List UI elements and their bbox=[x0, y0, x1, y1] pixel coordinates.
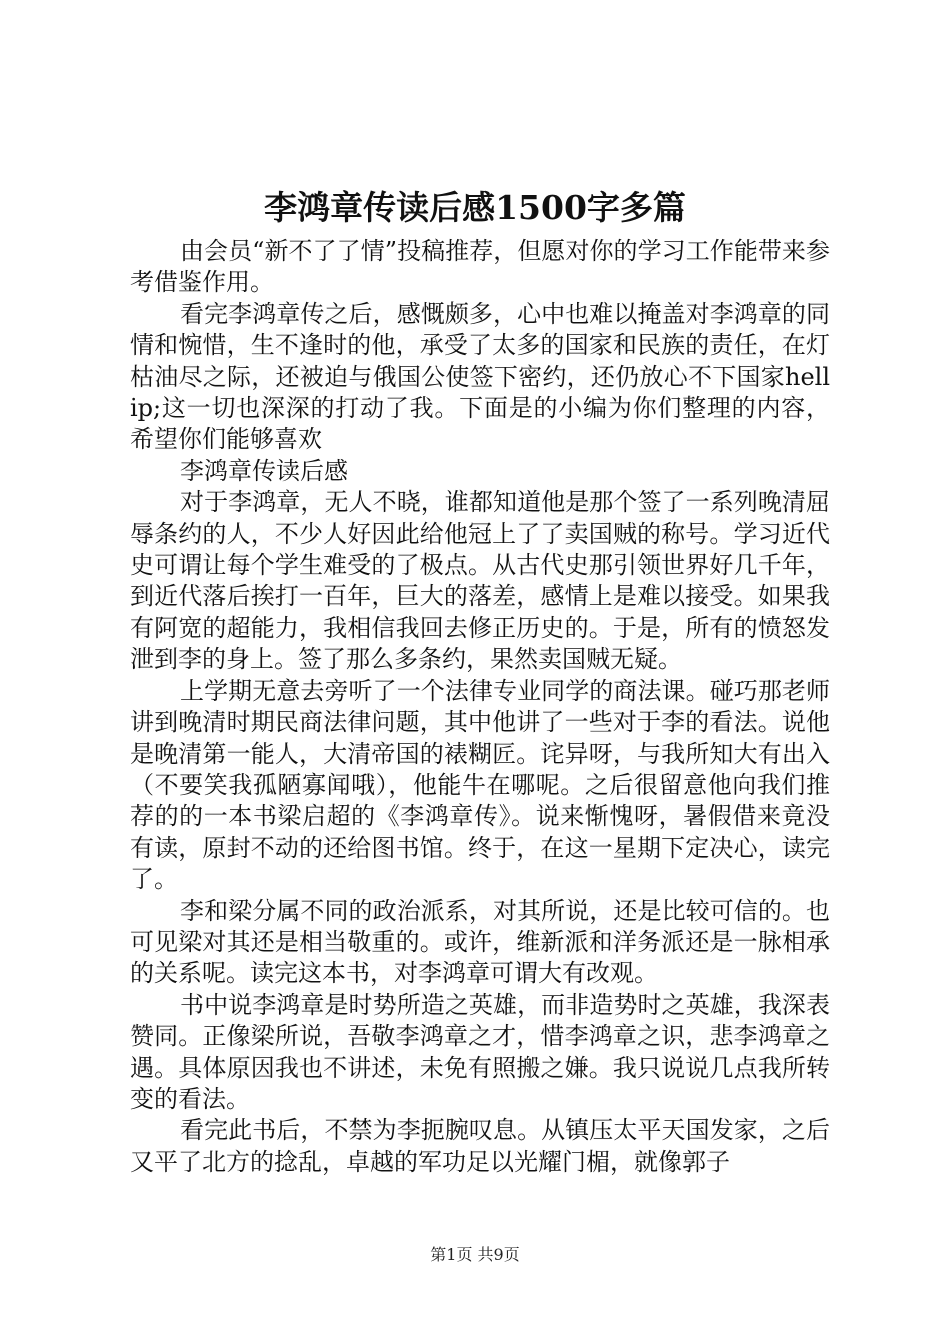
document-title: 李鸿章传读后感1500字多篇 bbox=[264, 188, 686, 227]
section-heading: 李鸿章传读后感 bbox=[180, 456, 348, 485]
document-body bbox=[130, 236, 830, 1178]
paragraph-body: 书中说李鸿章是时势所造之英雄，而非造势时之英雄，我深表赞同。正像梁所说，吾敬李鸿章之才，惜李鸿章之识，悲李鸿章之遇。具体原因我也不讲述，未免有照搬之嫌。我只说说几点我所转变的看法。 bbox=[130, 990, 830, 1113]
paragraph-body: 对于李鸿章，无人不晓，谁都知道他是那个签了一系列晚清屈辱条约的人，不少人好因此给他冠上了了卖国贼的称号。学习近代史可谓让每个学生难受的了极点。从古代史那引领世界好几千年，到近代落后挨打一百年，巨大的落差，感情上是难以接受。如果我有阿宽的超能力，我相信我回去修正历史的。于是，所有的愤怒发泄到李的身上。签了那么多条约，果然卖国贼无疑。 bbox=[130, 488, 830, 674]
paragraph-body: 看完此书后，不禁为李扼腕叹息。从镇压太平天国发家，之后又平了北方的捻乱，卓越的军功足以光耀门楣，就像郭子 bbox=[130, 1116, 830, 1176]
paragraph-summary: 看完李鸿章传之后，感慨颇多，心中也难以掩盖对李鸿章的同情和惋惜，生不逢时的他，承受了太多的国家和民族的责任，在灯枯油尽之际，还被迫与俄国公使签下密约，还仍放心不下国家hellip;这一切也深深的打动了我。下面是的小编为你们整理的内容，希望你们能够喜欢 bbox=[130, 299, 830, 454]
paragraph-body: 上学期无意去旁听了一个法律专业同学的商法课。碰巧那老师讲到晚清时期民商法律问题，其中他讲了一些对于李的看法。说他是晚清第一能人，大清帝国的裱糊匠。诧异呀，与我所知大有出入（不要笑我孤陋寡闻哦），他能牛在哪呢。之后很留意他向我们推荐的的一本书梁启超的《李鸿章传》。说来惭愧呀，暑假借来竟没有读，原封不动的还给图书馆。终于，在这一星期下定决心，读完了。 bbox=[130, 676, 830, 894]
page-footer: 第1页 共9页 bbox=[430, 1245, 520, 1264]
paragraph-intro: 由会员“新不了了情”投稿推荐，但愿对你的学习工作能带来参考借鉴作用。 bbox=[130, 237, 830, 297]
paragraph-body: 李和梁分属不同的政治派系，对其所说，还是比较可信的。也可见梁对其还是相当敬重的。或许，维新派和洋务派还是一脉相承的关系呢。读完这本书，对李鸿章可谓大有改观。 bbox=[130, 896, 830, 988]
